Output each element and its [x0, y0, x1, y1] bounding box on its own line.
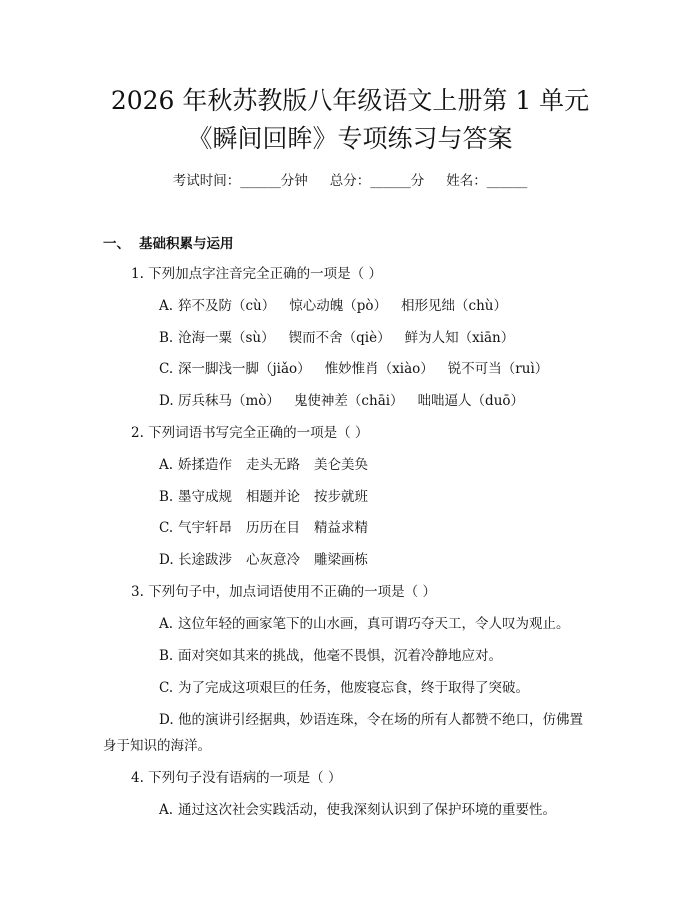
question-option	[159, 612, 570, 632]
section-heading	[103, 232, 234, 252]
question-stem: 4. 下列句子没有语病的一项是（ ）	[131, 770, 342, 786]
option-label: B.	[159, 489, 174, 505]
option-item: 锐不可当（ruì）	[447, 361, 549, 377]
question-option	[159, 676, 529, 696]
option-item: 惊心动魄（pò）	[289, 298, 388, 314]
option-item: 深一脚浅一脚（jiǎo）	[178, 361, 311, 377]
question-option	[159, 357, 562, 377]
option-label: B.	[159, 648, 174, 664]
option-item: 相题并论	[246, 489, 300, 505]
option-item: 猝不及防（cù）	[178, 298, 276, 314]
exam-time-field: 考试时间：______分钟	[172, 173, 308, 189]
option-text: 他的演讲引经据典，妙语连珠，令在场的所有人都赞不绝口，仿佛置	[178, 712, 583, 728]
section-number: 一、	[103, 236, 130, 252]
option-text: 为了完成这项艰巨的任务，他废寝忘食，终于取得了突破。	[178, 680, 529, 696]
option-label: A.	[159, 457, 174, 473]
option-item: 走头无路	[246, 457, 300, 473]
option-item: 鲜为人知（xiān）	[404, 330, 515, 346]
option-item: 美仑美奂	[314, 457, 368, 473]
question-option	[159, 798, 556, 818]
question-option	[159, 453, 382, 473]
question-option	[159, 294, 521, 314]
document-title-line1: 2026 年秋苏教版八年级语文上册第 1 单元	[110, 86, 590, 115]
question-option	[159, 485, 382, 505]
option-item: 雕梁画栋	[314, 552, 368, 568]
option-item: 长途跋涉	[178, 552, 232, 568]
exam-name-field: 姓名：______	[446, 173, 528, 189]
document-title-line2: 《瞬间回眸》专项练习与答案	[187, 124, 513, 153]
option-label: D.	[159, 552, 174, 568]
question-stem: 3. 下列句子中，加点词语使用不正确的一项是（ ）	[131, 584, 436, 600]
option-label: D.	[159, 712, 174, 728]
option-item: 按步就班	[314, 489, 368, 505]
option-item: 咄咄逼人（duō）	[417, 393, 525, 409]
question-option	[159, 326, 528, 346]
option-item: 墨守成规	[178, 489, 232, 505]
option-label: A.	[159, 298, 174, 314]
section-title: 基础积累与运用	[139, 236, 234, 252]
option-label: C.	[159, 361, 174, 377]
exam-score-field: 总分：______分	[329, 173, 425, 189]
question-option	[159, 644, 502, 664]
option-item: 气宇轩昂	[178, 520, 232, 536]
option-label: C.	[159, 680, 174, 696]
option-item: 鬼使神差（chāi）	[293, 393, 404, 409]
option-item: 惟妙惟肖（xiào）	[324, 361, 434, 377]
option-label: B.	[159, 330, 174, 346]
option-text: 通过这次社会实践活动，使我深刻认识到了保护环境的重要性。	[178, 802, 556, 818]
question-option	[159, 389, 538, 409]
option-item: 心灰意冷	[246, 552, 300, 568]
option-item: 历历在目	[246, 520, 300, 536]
exam-info	[0, 169, 700, 189]
question-option	[159, 516, 382, 536]
option-item: 娇揉造作	[178, 457, 232, 473]
question-stem: 2. 下列词语书写完全正确的一项是（ ）	[131, 425, 369, 441]
option-label: C.	[159, 520, 174, 536]
question-option	[159, 548, 382, 568]
option-text-continued: 身于知识的海洋。	[103, 738, 211, 754]
option-label: A.	[159, 616, 174, 632]
option-text: 这位年轻的画家笔下的山水画，真可谓巧夺天工，令人叹为观止。	[178, 616, 570, 632]
option-text: 面对突如其来的挑战，他毫不畏惧，沉着冷静地应对。	[178, 648, 502, 664]
option-item: 沧海一粟（sù）	[178, 330, 275, 346]
option-item: 锲而不舍（qiè）	[288, 330, 391, 346]
question-stem: 1. 下列加点字注音完全正确的一项是（ ）	[131, 266, 382, 282]
option-item: 精益求精	[314, 520, 368, 536]
option-item: 厉兵秣马（mò）	[178, 393, 280, 409]
option-label: A.	[159, 802, 174, 818]
question-option	[159, 708, 589, 728]
option-label: D.	[159, 393, 174, 409]
option-item: 相形见绌（chù）	[401, 298, 507, 314]
